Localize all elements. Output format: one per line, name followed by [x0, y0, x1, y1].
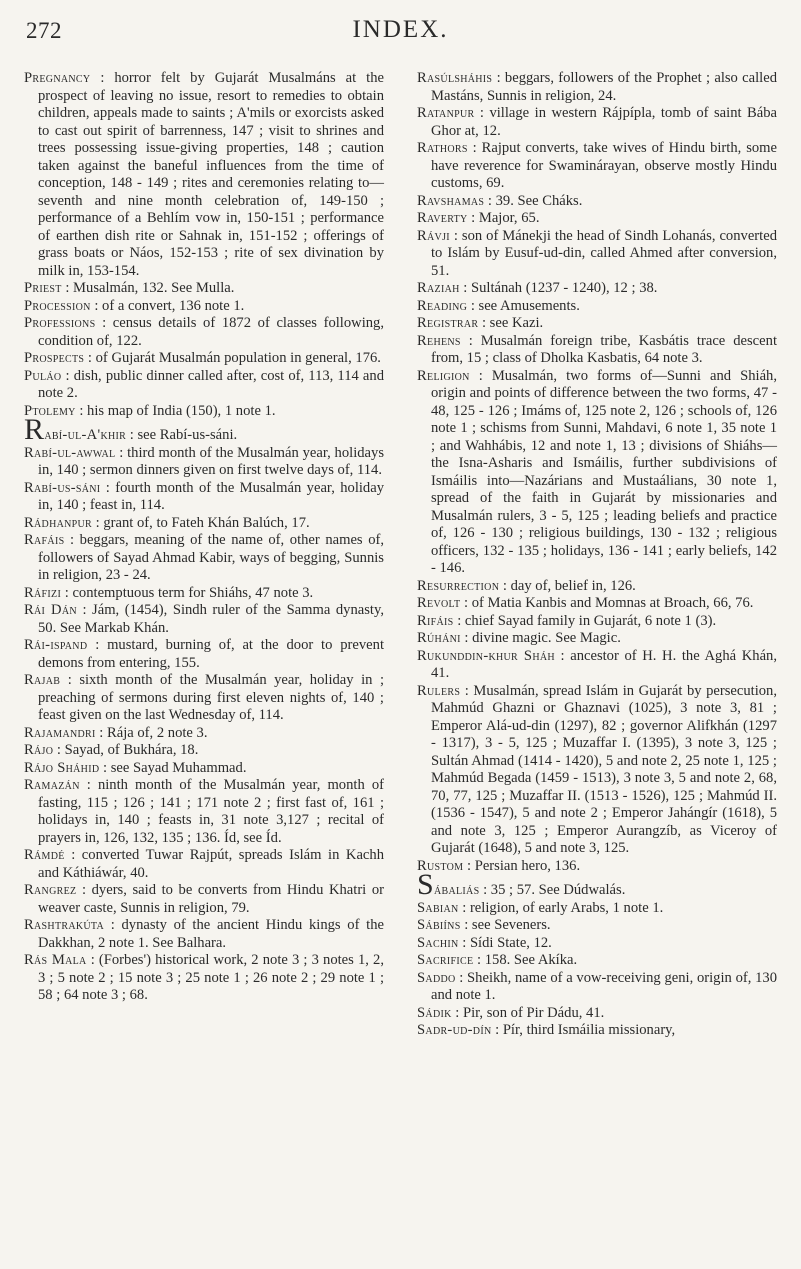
- index-entry: [24, 298, 384, 316]
- index-entry: [24, 847, 384, 882]
- entry-headword: Rukunddin-khur Sháh: [417, 647, 555, 664]
- entry-text: : ninth month of the Musalmán year, month of fasting, 115 ; 126 ; 141 ; 171 note 2 ; first fast of, 161 ; holidays in, 140 ; feasts in, 31 note 3,127 ; recital of prayers in, 126, 132, 135 ; 136. Íd, see Íd.: [38, 777, 384, 846]
- index-entry: [417, 917, 777, 935]
- index-entry: [417, 70, 777, 105]
- entry-text: : Sídi State, 12.: [458, 934, 552, 951]
- entry-text: : Musalmán foreign tribe, Kasbátis trace descent from, 15 ; class of Dholka Kasbatis, 64 note 3.: [431, 332, 777, 366]
- entry-text: : see Sayad Muhammad.: [99, 759, 247, 776]
- entry-text: : chief Sayad family in Gujarát, 6 note 1 (3).: [453, 612, 717, 629]
- index-entry: [417, 868, 777, 901]
- entry-headword: Ravshamas: [417, 192, 485, 209]
- entry-text: : religion, of early Arabs, 1 note 1.: [458, 899, 664, 916]
- entry-text: : sixth month of the Musalmán year, holiday in ; preaching of sermons during first eleven nights of, 140 ; feast given on the last Wednesday of, 114.: [38, 672, 384, 723]
- index-entry: [24, 672, 384, 725]
- index-entry: [417, 648, 777, 683]
- entry-text: : Sultánah (1237 - 1240), 12 ; 38.: [459, 280, 658, 296]
- entry-headword: Rái Dán: [24, 602, 77, 618]
- entry-headword: Sabian: [417, 899, 459, 916]
- entry-text: : contemptuous term for Shiáhs, 47 note 3.: [61, 584, 314, 601]
- entry-headword: Sacrifice: [417, 952, 474, 968]
- index-entry: [417, 315, 777, 333]
- entry-text: : 39. See Cháks.: [484, 192, 583, 209]
- entry-headword: Rájo: [24, 742, 54, 758]
- index-entry: [24, 515, 384, 533]
- entry-headword: Rafáis: [24, 532, 65, 548]
- entry-headword: Sádik: [417, 1004, 452, 1021]
- entry-text: : Musalmán, 132. See Mulla.: [61, 280, 235, 296]
- entry-text: : day of, belief in, 126.: [499, 577, 636, 594]
- entry-headword: Sachin: [417, 934, 459, 951]
- entry-text: : Musalmán, two forms of—Sunni and Shiáh, origin and points of difference between the two forms, 47 - 48, 125 - 126 ; Imáms of, 125 note 2, 126 ; schools of, 126 note 1 ; schisms from Sunni, Mahdavi, 6 note 1, 35 note 1 ; and Wahhábis, 12 and note 1, 13 ; divisions of Shiáhs—the Isna-Asharis and Ismáilis, further subdivisions of Ismáilis into—Nazárians and Mustaálians, 30 note 1, spread of the faith in Gujarát by missionaries and Musalmán rulers, 3 - 5, 125 ; leading beliefs and practice of, 126 - 130 ; religious buildings, 130 - 132 ; religious officers, 132 - 135 ; holidays, 136 - 141 ; early beliefs, 142 - 146.: [431, 367, 777, 576]
- entry-headword: Revolt: [417, 595, 461, 611]
- index-entry: [24, 413, 384, 446]
- entry-text: : his map of India (150), 1 note 1.: [75, 402, 276, 419]
- entry-text: : village in western Rájpípla, tomb of saint Bába Ghor at, 12.: [431, 105, 777, 139]
- index-entry: [417, 193, 777, 211]
- index-entry: [24, 725, 384, 743]
- index-entry: [24, 350, 384, 368]
- entry-text: : Jám, (1454), Sindh ruler of the Samma dynasty, 50. See Markab Khán.: [38, 602, 384, 636]
- index-entry: [24, 445, 384, 480]
- entry-headword: Procession: [24, 297, 91, 314]
- entry-text: : Rája of, 2 note 3.: [95, 724, 208, 741]
- entry-text: : beggars, meaning of the name of, other names of, followers of Sayad Ahmad Kabir, ways of begging, Sunnis in religion, 23 - 24.: [38, 532, 384, 583]
- index-entry: [24, 882, 384, 917]
- entry-text: : third month of the Musalmán year, holidays in, 140 ; sermon dinners given on first twelve days of, 114.: [38, 444, 384, 478]
- index-entry: [24, 602, 384, 637]
- entry-text: : of Matia Kanbis and Momnas at Broach, 66, 76.: [460, 595, 754, 611]
- index-entry: [417, 105, 777, 140]
- entry-headword: Rabí-ul-A'khir: [24, 413, 127, 446]
- entry-headword: Resurrection: [417, 577, 500, 594]
- index-entry: [417, 1005, 777, 1023]
- entry-headword: Rathors: [417, 140, 468, 156]
- entry-text: : see Seveners.: [460, 917, 551, 933]
- index-entry: [24, 368, 384, 403]
- index-entry: [24, 952, 384, 1005]
- entry-headword: Rajamandri: [24, 724, 96, 741]
- entry-text: : 158. See Akíka.: [473, 952, 578, 968]
- right-column: [417, 70, 777, 1040]
- entry-text: : divine magic. See Magic.: [460, 630, 621, 646]
- entry-headword: Prospects: [24, 350, 85, 366]
- left-column: [24, 70, 384, 1005]
- index-entry: [417, 900, 777, 918]
- index-entry: [24, 532, 384, 585]
- page-number: 272: [26, 18, 62, 43]
- entry-headword: Rámdé: [24, 847, 65, 863]
- index-entry: [24, 70, 384, 280]
- page-header: [0, 14, 801, 54]
- entry-headword: Rávji: [417, 227, 450, 244]
- entry-text: : fourth month of the Musalmán year, holiday in, 140 ; feast in, 114.: [38, 479, 384, 513]
- index-entry: [417, 613, 777, 631]
- entry-text: : see Amusements.: [467, 297, 580, 314]
- entry-headword: Rulers: [417, 682, 461, 699]
- entry-headword: Pregnancy: [24, 70, 91, 86]
- index-entry: [24, 760, 384, 778]
- index-entry: [417, 140, 777, 193]
- entry-headword: Saddo: [417, 969, 456, 986]
- entry-headword: Raverty: [417, 210, 468, 226]
- entry-headword: Rabí-us-sáni: [24, 479, 101, 496]
- index-entry: [417, 578, 777, 596]
- entry-headword: Rái-ispand: [24, 637, 88, 653]
- entry-headword: Rehens: [417, 332, 461, 349]
- entry-headword: Rajab: [24, 672, 61, 688]
- entry-text: : Sheikh, name of a vow-receiving geni, origin of, 130 and note 1.: [431, 969, 777, 1003]
- entry-text: : Pír, third Ismáilia missionary,: [491, 1022, 676, 1038]
- index-entry: [24, 280, 384, 298]
- index-entry: [24, 480, 384, 515]
- index-entry: [417, 595, 777, 613]
- entry-text: : (Forbes') historical work, 2 note 3 ; 3 notes 1, 2, 3 ; 5 note 2 ; 15 note 3 ; 25 note 1 ; 26 note 2 ; 29 note 1 ; 58 ; 64 note 3 ; 68.: [38, 952, 384, 1003]
- entry-text: : grant of, to Fateh Khán Balúch, 17.: [92, 514, 310, 531]
- entry-headword: Ramazán: [24, 777, 80, 793]
- entry-text: : Major, 65.: [467, 210, 540, 226]
- entry-headword: Religion: [417, 367, 470, 384]
- index-entry: [417, 368, 777, 578]
- index-entry: [417, 630, 777, 648]
- entry-text: : Sayad, of Bukhára, 18.: [53, 742, 199, 758]
- index-entry: [24, 917, 384, 952]
- entry-headword: Ráfizi: [24, 584, 62, 601]
- index-entry: [417, 333, 777, 368]
- entry-text: : Musalmán, spread Islám in Gujarát by persecution, Mahmúd Ghazni or Ghaznavi (1025), 3 note 3, 81 ; Emperor Alá-ud-din (1297), 82 ; governor Alifkhán (1297 - 1317), 3 - 5, 125 ; Muzaffar I. (1395), 3 note 3, 125 ; Sultán Ahmad (1414 - 1420), 5 and note 2, 25 note 1, 125 ; Mahmúd Begada (1459 - 1513), 3 note 3, 5 and note 2, 68, 70, 77, 125 ; Muzaffar II. (1513 - 1526), 125 ; Mahmúd II. (1536 - 1547), 5 and note 2 ; Emperor Jahángír (1618), 5 and note 3, 125 ; Emperor Aurangzíb, as Viceroy of Gujarát (1648), 5 and note 3, 125.: [431, 682, 777, 856]
- entry-headword: Rustom: [417, 857, 464, 874]
- entry-headword: Rájo Sháhid: [24, 759, 100, 776]
- entry-headword: Rás Mala: [24, 952, 87, 968]
- index-entry: [417, 683, 777, 858]
- entry-headword: Priest: [24, 280, 62, 296]
- entry-text: : ancestor of H. H. the Aghá Khán, 41.: [431, 647, 777, 681]
- entry-headword: Rádhanpur: [24, 514, 92, 531]
- entry-headword: Raziah: [417, 280, 460, 296]
- entry-text: : converted Tuwar Rajpút, spreads Islám in Kachh and Káthiáwár, 40.: [38, 847, 384, 881]
- entry-text: : see Kazi.: [478, 315, 544, 331]
- entry-headword: Ptolemy: [24, 402, 76, 419]
- entry-text: : horror felt by Gujarát Musalmáns at the prospect of leaving no issue, resort to remedies to obtain children, appeals made to saints ; A'mils or exorcists asked to cast out spirit of barrenness, 147 ; visit to shrines and trees possessing issue-giving properties, 148 ; caution taken against the baneful influences from the time of conception, 148 - 149 ; rites and ceremonies relating to—seventh and nine month celebration of, 149-150 ; performance of a Behlím vow in, 150-151 ; performance of earthen dish rite or Sahnak in, 151-152 ; offerings of grass boats or Náos, 152-153 ; rite of sex divination by milk in, 153-154.: [38, 70, 384, 279]
- entry-text: : Persian hero, 136.: [463, 857, 581, 874]
- page-title: INDEX.: [352, 16, 449, 43]
- entry-text: : mustard, burning of, at the door to prevent demons from entering, 155.: [38, 637, 384, 671]
- entry-text: : Pir, son of Pir Dádu, 41.: [451, 1004, 605, 1021]
- entry-headword: Rúháni: [417, 630, 461, 646]
- index-entry: [24, 742, 384, 760]
- index-entry: [417, 935, 777, 953]
- entry-headword: Registrar: [417, 315, 479, 331]
- entry-text: : beggars, followers of the Prophet ; also called Mastáns, Sunnis in religion, 24.: [431, 70, 777, 104]
- index-entry: [24, 315, 384, 350]
- entry-text: : of Gujarát Musalmán population in general, 176.: [84, 350, 381, 366]
- entry-headword: Rifáis: [417, 612, 454, 629]
- entry-text: : census details of 1872 of classes following, condition of, 122.: [38, 315, 384, 349]
- index-entry: [24, 777, 384, 847]
- index-entry: [417, 298, 777, 316]
- index-entry: [24, 403, 384, 421]
- section-initial: S: [417, 868, 434, 901]
- entry-headword: Puláo: [24, 367, 62, 384]
- entry-headword: Reading: [417, 297, 468, 314]
- index-entry: [417, 952, 777, 970]
- entry-headword: Rasúlsháhis: [417, 70, 493, 86]
- entry-headword: Professions: [24, 315, 96, 331]
- index-entry: [417, 280, 777, 298]
- index-entry: [24, 585, 384, 603]
- entry-text: : son of Mánekji the head of Sindh Lohanás, converted to Islám by Eusuf-ud-din, called Ahmed after conversion, 51.: [431, 227, 777, 279]
- index-entry: [417, 210, 777, 228]
- index-entry: [417, 1022, 777, 1040]
- entry-headword: Rangrez: [24, 882, 77, 898]
- entry-headword: Sábaliás: [417, 868, 480, 901]
- entry-text: : 35 ; 57. See Dúdwalás.: [479, 882, 626, 898]
- entry-text: : dish, public dinner called after, cost of, 113, 114 and note 2.: [38, 367, 384, 401]
- entry-text: : dyers, said to be converts from Hindu Khatri or weaver caste, Sunnis in religion, 79.: [38, 882, 384, 916]
- section-initial: R: [24, 413, 45, 446]
- entry-headword: Sábiíns: [417, 917, 461, 933]
- entry-headword: Sadr-ud-dín: [417, 1022, 492, 1038]
- entry-headword: Rabí-ul-awwal: [24, 444, 116, 461]
- entry-headword: Ratanpur: [417, 105, 475, 121]
- index-entry: [417, 970, 777, 1005]
- entry-text: : dynasty of the ancient Hindu kings of the Dakkhan, 2 note 1. See Balhara.: [38, 917, 384, 951]
- entry-text: : see Rabí-us-sáni.: [126, 427, 238, 443]
- index-entry: [417, 228, 777, 281]
- index-entry: [417, 858, 777, 876]
- entry-text: : of a convert, 136 note 1.: [90, 297, 245, 314]
- entry-text: : Rajput converts, take wives of Hindu birth, some have reverence for Swaminárayan, observe mostly Hindu customs, 69.: [431, 140, 777, 191]
- index-entry: [24, 637, 384, 672]
- entry-headword: Rashtrakúta: [24, 917, 105, 933]
